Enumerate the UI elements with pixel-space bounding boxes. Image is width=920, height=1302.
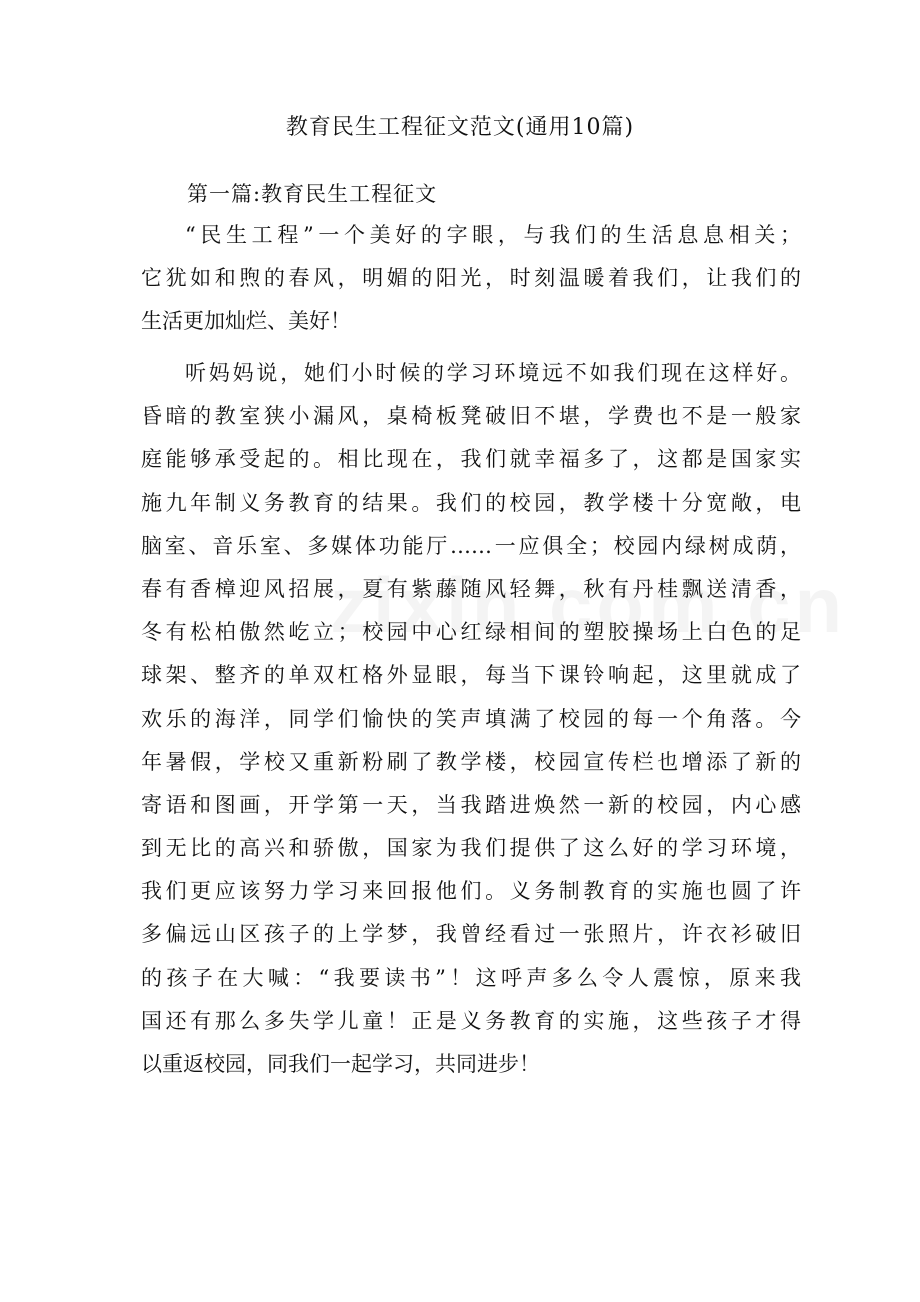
paragraph-line: 的孩子在大喊：“我要读书”！这呼声多么令人震惊，原来我 xyxy=(141,965,801,990)
paragraph-line: 脑室、音乐室、多媒体功能厅……一应俱全；校园内绿树成荫， xyxy=(141,533,801,558)
paragraph-line: 球架、整齐的单双杠格外显眼，每当下课铃响起，这里就成了 xyxy=(141,663,801,688)
paragraph-line: 它犹如和煦的春风，明媚的阳光，时刻温暖着我们，让我们的 xyxy=(141,266,801,291)
paragraph-line: 年暑假，学校又重新粉刷了教学楼，校园宣传栏也增添了新的 xyxy=(141,749,801,774)
paragraph-line: 春有香樟迎风招展，夏有紫藤随风轻舞，秋有丹桂飘送清香， xyxy=(141,576,801,601)
paragraph-line: “民生工程”一个美好的字眼，与我们的生活息息相关； xyxy=(185,223,801,247)
document-title: 教育民生工程征文范文(通用10篇) xyxy=(285,115,635,140)
section-heading: 第一篇:教育民生工程征文 xyxy=(187,182,438,206)
paragraph-line: 多偏远山区孩子的上学梦，我曾经看过一张照片，许衣衫破旧 xyxy=(141,922,801,947)
paragraph-1 xyxy=(141,214,801,344)
paragraph-line: 冬有松柏傲然屹立；校园中心红绿相间的塑胶操场上白色的足 xyxy=(141,620,801,645)
paragraph-line: 庭能够承受起的。相比现在，我们就幸福多了，这都是国家实 xyxy=(141,447,801,472)
paragraph-line: 我们更应该努力学习来回报他们。义务制教育的实施也圆了许 xyxy=(141,879,801,904)
paragraph-line: 施九年制义务教育的结果。我们的校园，教学楼十分宽敞，电 xyxy=(141,490,801,515)
paragraph-line: 生活更加灿烂、美好！ xyxy=(141,309,351,334)
paragraph-line: 国还有那么多失学儿童！正是义务教育的实施，这些孩子才得 xyxy=(141,1008,801,1033)
paragraph-2 xyxy=(141,352,801,1086)
paragraph-line: 欢乐的海洋，同学们愉快的笑声填满了校园的每一个角落。今 xyxy=(141,706,801,731)
paragraph-line: 到无比的高兴和骄傲，国家为我们提供了这么好的学习环境， xyxy=(141,836,801,861)
paragraph-line: 昏暗的教室狭小漏风，桌椅板凳破旧不堪，学费也不是一般家 xyxy=(141,404,801,429)
paragraph-line: 以重返校园，同我们一起学习，共同进步！ xyxy=(141,1052,540,1076)
paragraph-line: 寄语和图画，开学第一天，当我踏进焕然一新的校园，内心感 xyxy=(141,792,801,817)
paragraph-line: 听妈妈说，她们小时候的学习环境远不如我们现在这样好。 xyxy=(185,361,801,385)
